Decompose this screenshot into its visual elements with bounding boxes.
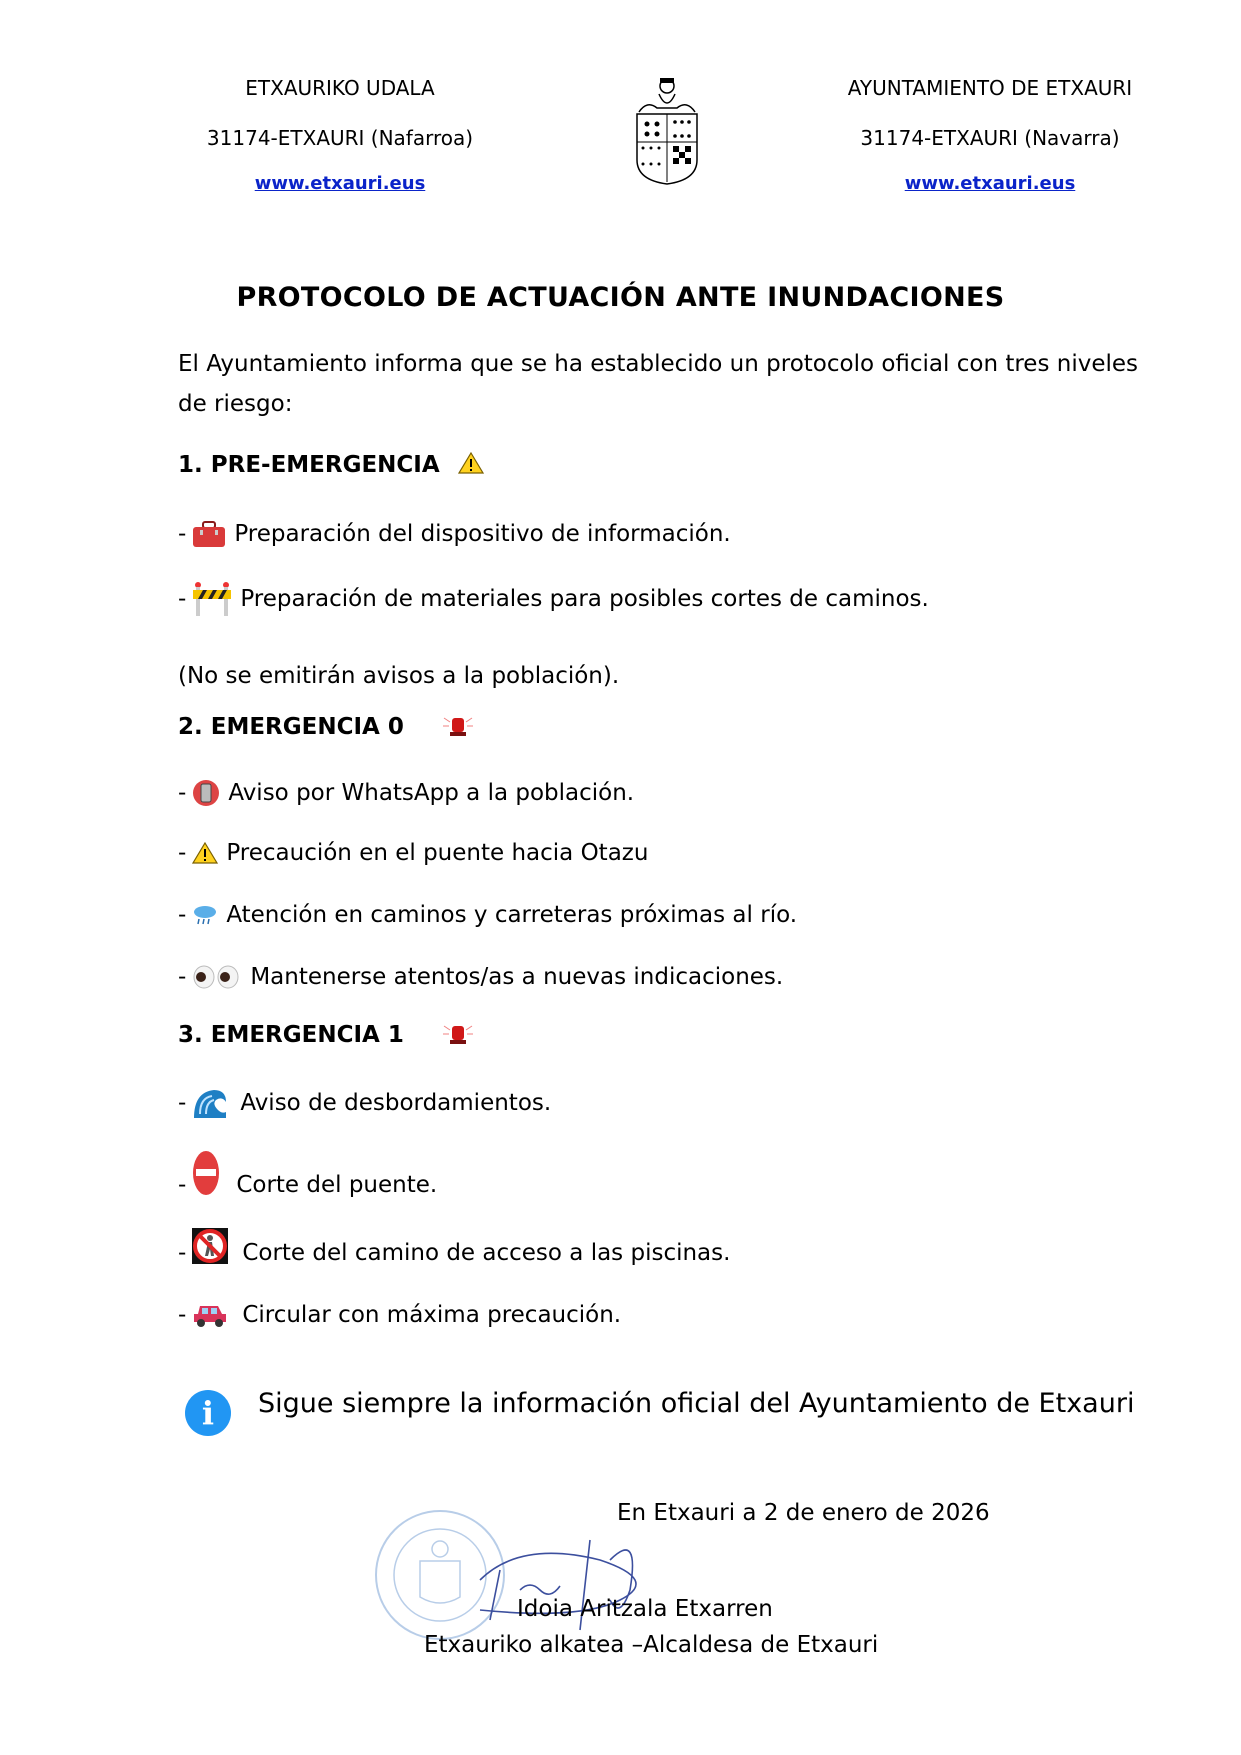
dash: -	[178, 521, 187, 547]
header-left	[150, 76, 530, 194]
list-item-text: Aviso de desbordamientos.	[240, 1090, 552, 1116]
header-right	[800, 76, 1180, 194]
list-item-text: Aviso por WhatsApp a la población.	[228, 780, 635, 806]
dash: -	[178, 902, 187, 928]
list-item	[178, 840, 648, 866]
eyes-icon	[192, 965, 240, 989]
siren-icon	[442, 1022, 474, 1046]
rain-cloud-icon	[192, 904, 218, 926]
dash: -	[178, 1090, 187, 1116]
header-right-website-link[interactable]: www.etxauri.eus	[904, 173, 1076, 194]
list-item	[178, 964, 783, 990]
header-right-org: AYUNTAMIENTO DE ETXAURI	[847, 76, 1133, 100]
section-note: (No se emitirán avisos a la población).	[178, 663, 620, 689]
list-item-text: Preparación del dispositivo de información.	[234, 521, 731, 547]
list-item-text: Mantenerse atentos/as a nuevas indicaciones.	[250, 964, 784, 990]
list-item	[178, 520, 731, 548]
dash: -	[178, 586, 187, 612]
header-right-address: 31174-ETXAURI (Navarra)	[860, 126, 1120, 150]
signature-role: Etxauriko alkatea –Alcaldesa de Etxauri	[424, 1632, 879, 1658]
dash: -	[178, 840, 187, 866]
intro-paragraph	[178, 344, 1138, 424]
dash: -	[178, 964, 187, 990]
siren-icon	[442, 714, 474, 738]
handwritten-signature	[460, 1520, 680, 1640]
section-heading-pre-emergencia	[178, 452, 492, 478]
list-item	[178, 1086, 551, 1120]
dash: -	[178, 1172, 187, 1198]
section-heading-text: 1. PRE-EMERGENCIA	[178, 452, 440, 478]
warning-icon	[192, 842, 218, 864]
list-item-text: Preparación de materiales para posibles cortes de caminos.	[240, 586, 929, 612]
dash: -	[178, 780, 187, 806]
header-left-org: ETXAURIKO UDALA	[245, 76, 435, 100]
list-item	[178, 1302, 621, 1328]
document-title: PROTOCOLO DE ACTUACIÓN ANTE INUNDACIONES	[236, 282, 1005, 313]
list-item	[178, 1148, 437, 1198]
info-text: Sigue siempre la información oficial del Ayuntamiento de Etxauri	[258, 1388, 1135, 1419]
header-left-address: 31174-ETXAURI (Nafarroa)	[206, 126, 474, 150]
list-item-text: Atención en caminos y carreteras próximas al río.	[226, 902, 798, 928]
list-item	[178, 582, 929, 616]
section-heading-emergencia-1	[178, 1022, 482, 1048]
car-icon	[192, 1302, 228, 1328]
list-item	[178, 778, 634, 808]
no-entry-icon	[192, 1150, 220, 1196]
intro-line-1: El Ayuntamiento informa que se ha establecido un protocolo oficial con tres niveles	[178, 351, 1139, 377]
dash: -	[178, 1302, 187, 1328]
section-heading-text: 3. EMERGENCIA 1	[178, 1022, 404, 1048]
warning-icon	[458, 452, 484, 474]
info-icon: i	[185, 1390, 231, 1436]
toolbox-icon	[192, 520, 226, 548]
list-item-text: Precaución en el puente hacia Otazu	[226, 840, 649, 866]
section-heading-emergencia-0	[178, 714, 482, 740]
section-heading-text: 2. EMERGENCIA 0	[178, 714, 404, 740]
construction-barrier-icon	[192, 582, 232, 616]
list-item	[178, 902, 797, 928]
list-item	[178, 1226, 730, 1266]
no-pedestrians-icon	[192, 1228, 228, 1264]
header-left-website-link[interactable]: www.etxauri.eus	[254, 173, 426, 194]
intro-line-2: de riesgo:	[178, 391, 293, 417]
list-item-text: Corte del camino de acceso a las piscinas.	[242, 1240, 731, 1266]
wave-icon	[192, 1086, 228, 1120]
list-item-text: Corte del puente.	[236, 1172, 438, 1198]
coat-of-arms-logo	[627, 72, 707, 192]
mobile-phone-icon	[192, 778, 220, 808]
signature-name: Idoia Aritzala Etxarren	[517, 1596, 773, 1622]
signature-date: En Etxauri a 2 de enero de 2026	[617, 1500, 990, 1526]
dash: -	[178, 1240, 187, 1266]
list-item-text: Circular con máxima precaución.	[242, 1302, 622, 1328]
